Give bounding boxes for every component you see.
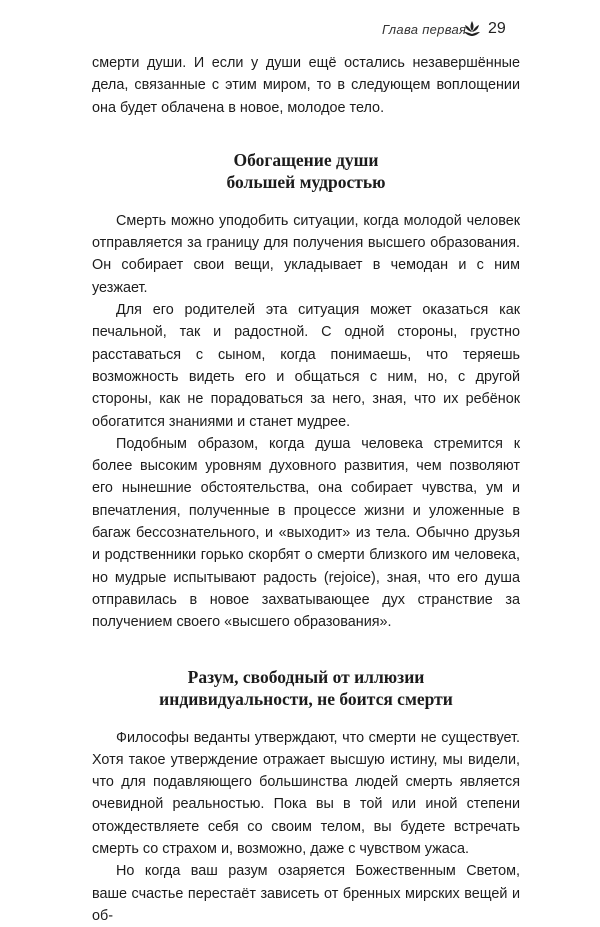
section-heading <box>92 666 520 710</box>
paragraph-continued: смерти души. И если у души ещё остались незавершённые дела, связанные с этим миром, то в следующем воплощении она будет облачена в новое, молодое тело. <box>92 55 520 116</box>
section-heading-line: Обогащение души <box>233 149 379 170</box>
section-heading-line: Разум, свободный от иллюзии <box>187 666 425 687</box>
paragraph: Для его родителей эта ситуация может оказаться как печальной, так и радостной. С одной стороны, грустно расставаться с сыном, когда понимаешь, что теряешь возможность видеть его и общаться с ним, но, с другой стороны, как не порадоваться за него, зная, что их ребёнок обогатится знаниями и станет мудрее. <box>92 302 520 430</box>
lotus-icon <box>462 19 482 39</box>
section-heading-line: индивидуальности, не боится смерти <box>159 688 453 709</box>
chapter-title: Глава первая <box>382 22 467 37</box>
paragraph: Философы веданты утверждают, что смерти не существует. Хотя такое утверждение отражает высшую истину, мы видели, что для подавляющего большинства людей смерть является очевидной реальностью. Пока вы в той или иной степени отождествляете себя со своим телом, вы будете встречать смерть со страхом и, возможно, даже с чувством ужаса. <box>92 729 520 858</box>
running-header <box>0 10 600 40</box>
paragraph: Но когда ваш разум озаряется Божественным Светом, ваше счастье перестаёт зависеть от бренных мирских вещей и об- <box>92 863 520 924</box>
paragraph: Подобным образом, когда душа человека стремится к более высоким уровням духовного развития, чем позволяют его нынешние обстоятельства, она собирает чувства, ум и впечатления, полученные в процессе жизни и уложенные в багаж бессознательного, и «выходит» из тела. Обычно друзья и родственники горько скорбят о смерти близкого им человека, но мудрые испытывают радость (rejoice), зная, что его душа отправилась в новое захватывающее дух странствие за получением своего «высшего образования». <box>92 435 520 631</box>
page-body <box>92 52 520 927</box>
section-heading <box>92 149 520 193</box>
paragraph: Смерть можно уподобить ситуации, когда молодой человек отправляется за границу для получения высшего образования. Он собирает свои вещи, укладывает в чемодан и с ним уезжает. <box>92 212 520 296</box>
section-heading-line: большей мудростью <box>226 171 386 192</box>
page-number: 29 <box>488 20 506 37</box>
